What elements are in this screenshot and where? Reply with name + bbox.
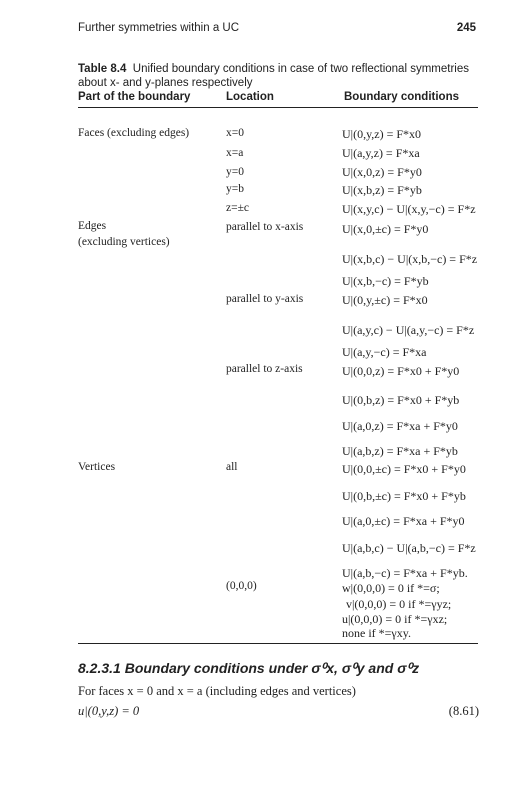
table-caption-text: Unified boundary conditions in case of two reflectional symmetries about x- and y-planes respectively (78, 63, 469, 89)
table-header-rule (78, 107, 478, 108)
condition: v|(0,0,0) = 0 if *=γyz; (346, 597, 452, 611)
condition: U|(a,0,±c) = F*xa + F*y0 (342, 514, 465, 528)
condition: U|(a,y,c) − U|(a,y,−c) = F*z (342, 323, 475, 337)
equation-number: (8.61) (448, 704, 479, 718)
condition: u|(0,0,0) = 0 if *=γxz; (342, 612, 448, 626)
condition: U|(0,0,±c) = F*x0 + F*y0 (342, 462, 466, 476)
condition: U|(0,b,±c) = F*x0 + F*yb (342, 489, 466, 503)
condition: U|(a,y,z) = F*xa (342, 146, 420, 160)
condition: U|(0,0,z) = F*x0 + F*y0 (342, 364, 460, 378)
location-edge-x: parallel to x-axis (226, 221, 304, 233)
condition: U|(a,0,z) = F*xa + F*y0 (342, 419, 458, 433)
col-header-conditions: Boundary conditions (344, 91, 459, 103)
condition: U|(a,y,−c) = F*xa (342, 345, 427, 359)
condition: U|(x,0,z) = F*y0 (342, 165, 422, 179)
table-bottom-rule (78, 643, 478, 644)
condition: U|(a,b,c) − U|(a,b,−c) = F*z (342, 541, 476, 555)
condition: U|(x,b,z) = F*yb (342, 183, 422, 197)
body-equation: u|(0,y,z) = 0 (78, 704, 140, 718)
condition: U|(a,b,−c) = F*xa + F*yb. (342, 566, 468, 580)
condition: w|(0,0,0) = 0 if *=σ; (342, 581, 440, 595)
condition: U|(0,y,±c) = F*x0 (342, 293, 428, 307)
part-faces: Faces (excluding edges) (78, 127, 190, 139)
location-y0: y=0 (226, 166, 244, 178)
col-header-part: Part of the boundary (78, 91, 191, 103)
location-all: all (226, 461, 238, 473)
running-title: Further symmetries within a UC (78, 22, 240, 34)
part-edges-note: (excluding vertices) (78, 236, 170, 248)
part-edges: Edges (78, 220, 107, 232)
location-yb: y=b (226, 183, 244, 195)
section-heading: 8.2.3.1 Boundary conditions under σ⁰x, σ⁰y and σ⁰z (78, 660, 420, 676)
location-edge-z: parallel to z-axis (226, 363, 303, 375)
page-number: 245 (456, 22, 476, 34)
table-caption (78, 62, 478, 90)
condition: U|(a,b,z) = F*xa + F*yb (342, 444, 458, 458)
location-x0: x=0 (226, 127, 244, 139)
condition: U|(x,0,±c) = F*y0 (342, 222, 429, 236)
condition: U|(x,b,−c) = F*yb (342, 274, 429, 288)
condition: U|(0,b,z) = F*x0 + F*yb (342, 393, 460, 407)
location-origin: (0,0,0) (226, 580, 257, 592)
condition: U|(x,b,c) − U|(x,b,−c) = F*z (342, 252, 478, 266)
body-paragraph: For faces x = 0 and x = a (including edges and vertices) (78, 684, 356, 698)
location-edge-y: parallel to y-axis (226, 293, 304, 305)
condition: none if *=γxy. (342, 626, 411, 640)
condition: U|(x,y,c) − U|(x,y,−c) = F*z (342, 202, 476, 216)
location-zc: z=±c (226, 202, 250, 214)
part-vertices: Vertices (78, 461, 116, 473)
table-label: Table 8.4 (78, 63, 127, 75)
condition: U|(0,y,z) = F*x0 (342, 127, 422, 141)
location-xa: x=a (226, 147, 244, 159)
col-header-location: Location (226, 91, 274, 103)
